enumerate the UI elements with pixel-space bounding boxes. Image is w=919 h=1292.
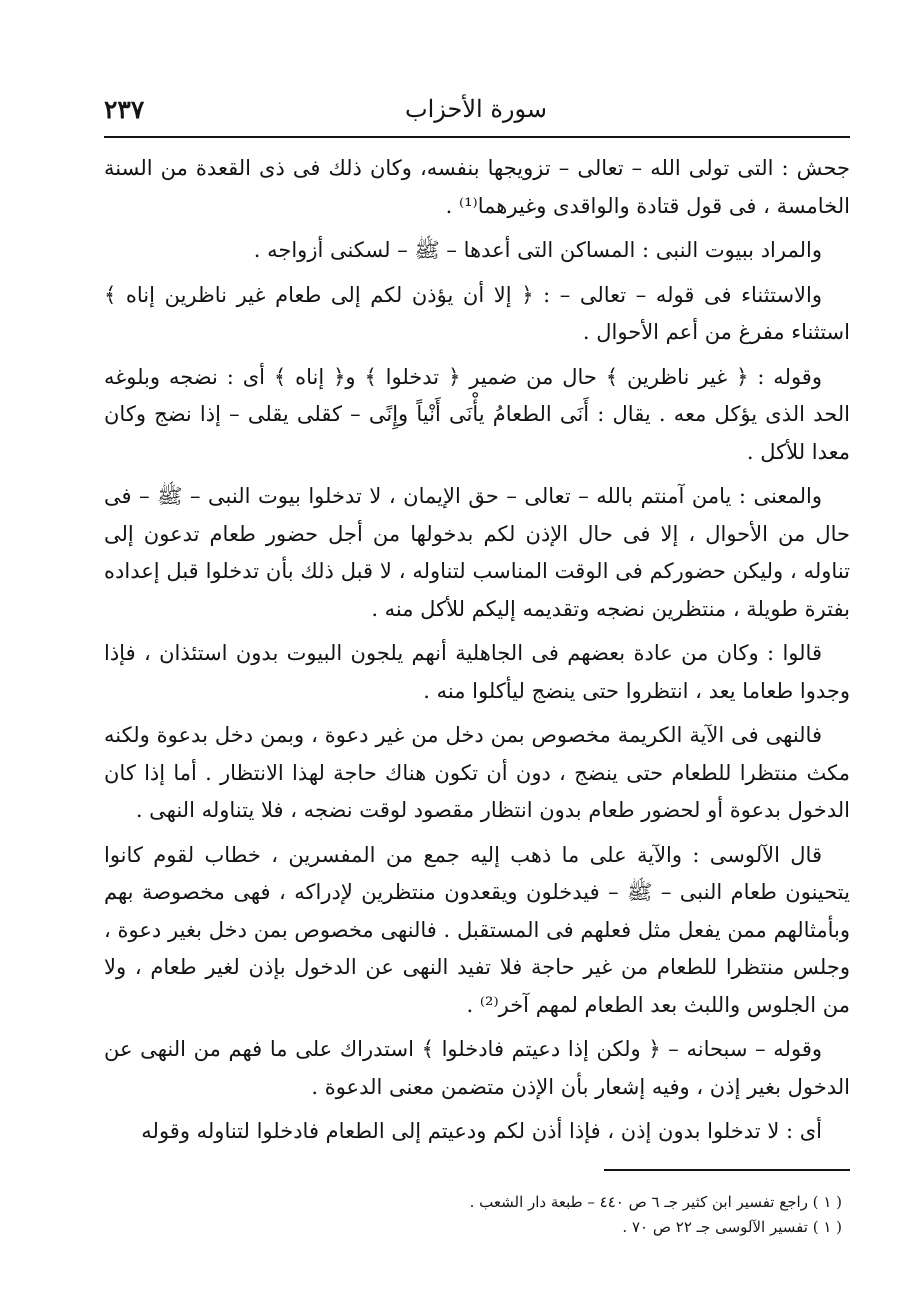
paragraph: والاستثناء فى قوله – تعالى – : ﴿ إلا أن يؤذن لكم إلى طعام غير ناظرين إناه ﴾ استثناء مفرغ من أعم الأحوال .: [104, 282, 850, 344]
paragraph: وقوله – سبحانه – ﴿ ولكن إذا دعيتم فادخلوا ﴾ استدراك على ما فهم من النهى عن الدخول بغير إذن ، وفيه إشعار بأن الإذن متضمن معنى الدعوة .: [104, 1037, 850, 1099]
paragraph: والمعنى : يامن آمنتم بالله – تعالى – حق الإيمان ، لا تدخلوا بيوت النبى – ﷺ – فى حال من الأحوال ، إلا فى حال الإذن لكم بدخولها من أجل حضور طعام تدعون إلى تناوله ، وليكن حضوركم فى الوقت المناسب لتناوله ، لا قبل ذلك بأن تدخلوا قبل إعداده بفترة طويلة ، منتظرين نضجه وتقديمه إليكم للأكل منه .: [104, 484, 850, 621]
running-title: سورة الأحزاب: [405, 95, 547, 123]
paragraph: قالوا : وكان من عادة بعضهم فى الجاهلية أنهم يلجون البيوت بدون استئذان ، فإذا وجدوا طعاما يعد ، انتظروا حتى ينضج ليأكلوا منه .: [104, 641, 850, 703]
header-rule: [104, 136, 850, 138]
paragraph: جحش : التى تولى الله – تعالى – تزويجها بنفسه، وكان ذلك فى ذى القعدة من السنة الخامسة ، فى قول قتادة والواقدى وغيرهما⁽¹⁾ .: [104, 156, 850, 218]
paragraph: أى : لا تدخلوا بدون إذن ، فإذا أذن لكم ودعيتم إلى الطعام فادخلوا لتناوله وقوله: [141, 1119, 822, 1143]
footnote: ( ١ ) تفسير الآلوسى جـ ٢٢ ص ٧٠ .: [622, 1218, 842, 1236]
page-number: ٢٣٧: [104, 95, 145, 124]
page-header: [104, 93, 848, 133]
paragraph: فالنهى فى الآية الكريمة مخصوص بمن دخل من غير دعوة ، وبمن دخل بدعوة ولكنه مكث منتظرا للطعام حتى ينضج ، دون أن تكون هناك حاجة لهذا الانتظار . أما إذا كان الدخول بدعوة أو لحضور طعام بدون انتظار مقصود لوقت نضجه ، فلا يتناوله النهى .: [104, 723, 850, 822]
paragraph: قال الآلوسى : والآية على ما ذهب إليه جمع من المفسرين ، خطاب لقوم كانوا يتحينون طعام النبى – ﷺ – فيدخلون ويقعدون منتظرين لإدراكه ، فهى مخصوصة بهم وبأمثالهم ممن يفعل مثل فعلهم فى المستقبل . فالنهى مخصوص بمن دخل بغير دعوة ، وجلس منتظرا للطعام من غير حاجة فلا تفيد النهى عن الدخول بإذن لغير طعام ، ولا من الجلوس واللبث بعد الطعام لمهم آخر⁽²⁾ .: [104, 842, 850, 1017]
footnotes: [104, 1190, 842, 1240]
footnote-rule: [604, 1169, 850, 1171]
paragraph: والمراد ببيوت النبى : المساكن التى أعدها – ﷺ – لسكنى أزواجه .: [253, 238, 822, 262]
paragraph: وقوله : ﴿ غير ناظرين ﴾ حال من ضمير ﴿ تدخلوا ﴾ و﴿ إناه ﴾ أى : نضجه وبلوغه الحد الذى يؤكل معه . يقال : أَنَى الطعامُ يأْنَى أَنْياً وإِنًى – كقلى يقلى – إذا نضج وكان معدا للأكل .: [104, 364, 850, 464]
footnote: ( ١ ) راجع تفسير ابن كثير جـ ٦ ص ٤٤٠ – طبعة دار الشعب .: [469, 1193, 842, 1211]
body-text: [104, 150, 850, 1158]
